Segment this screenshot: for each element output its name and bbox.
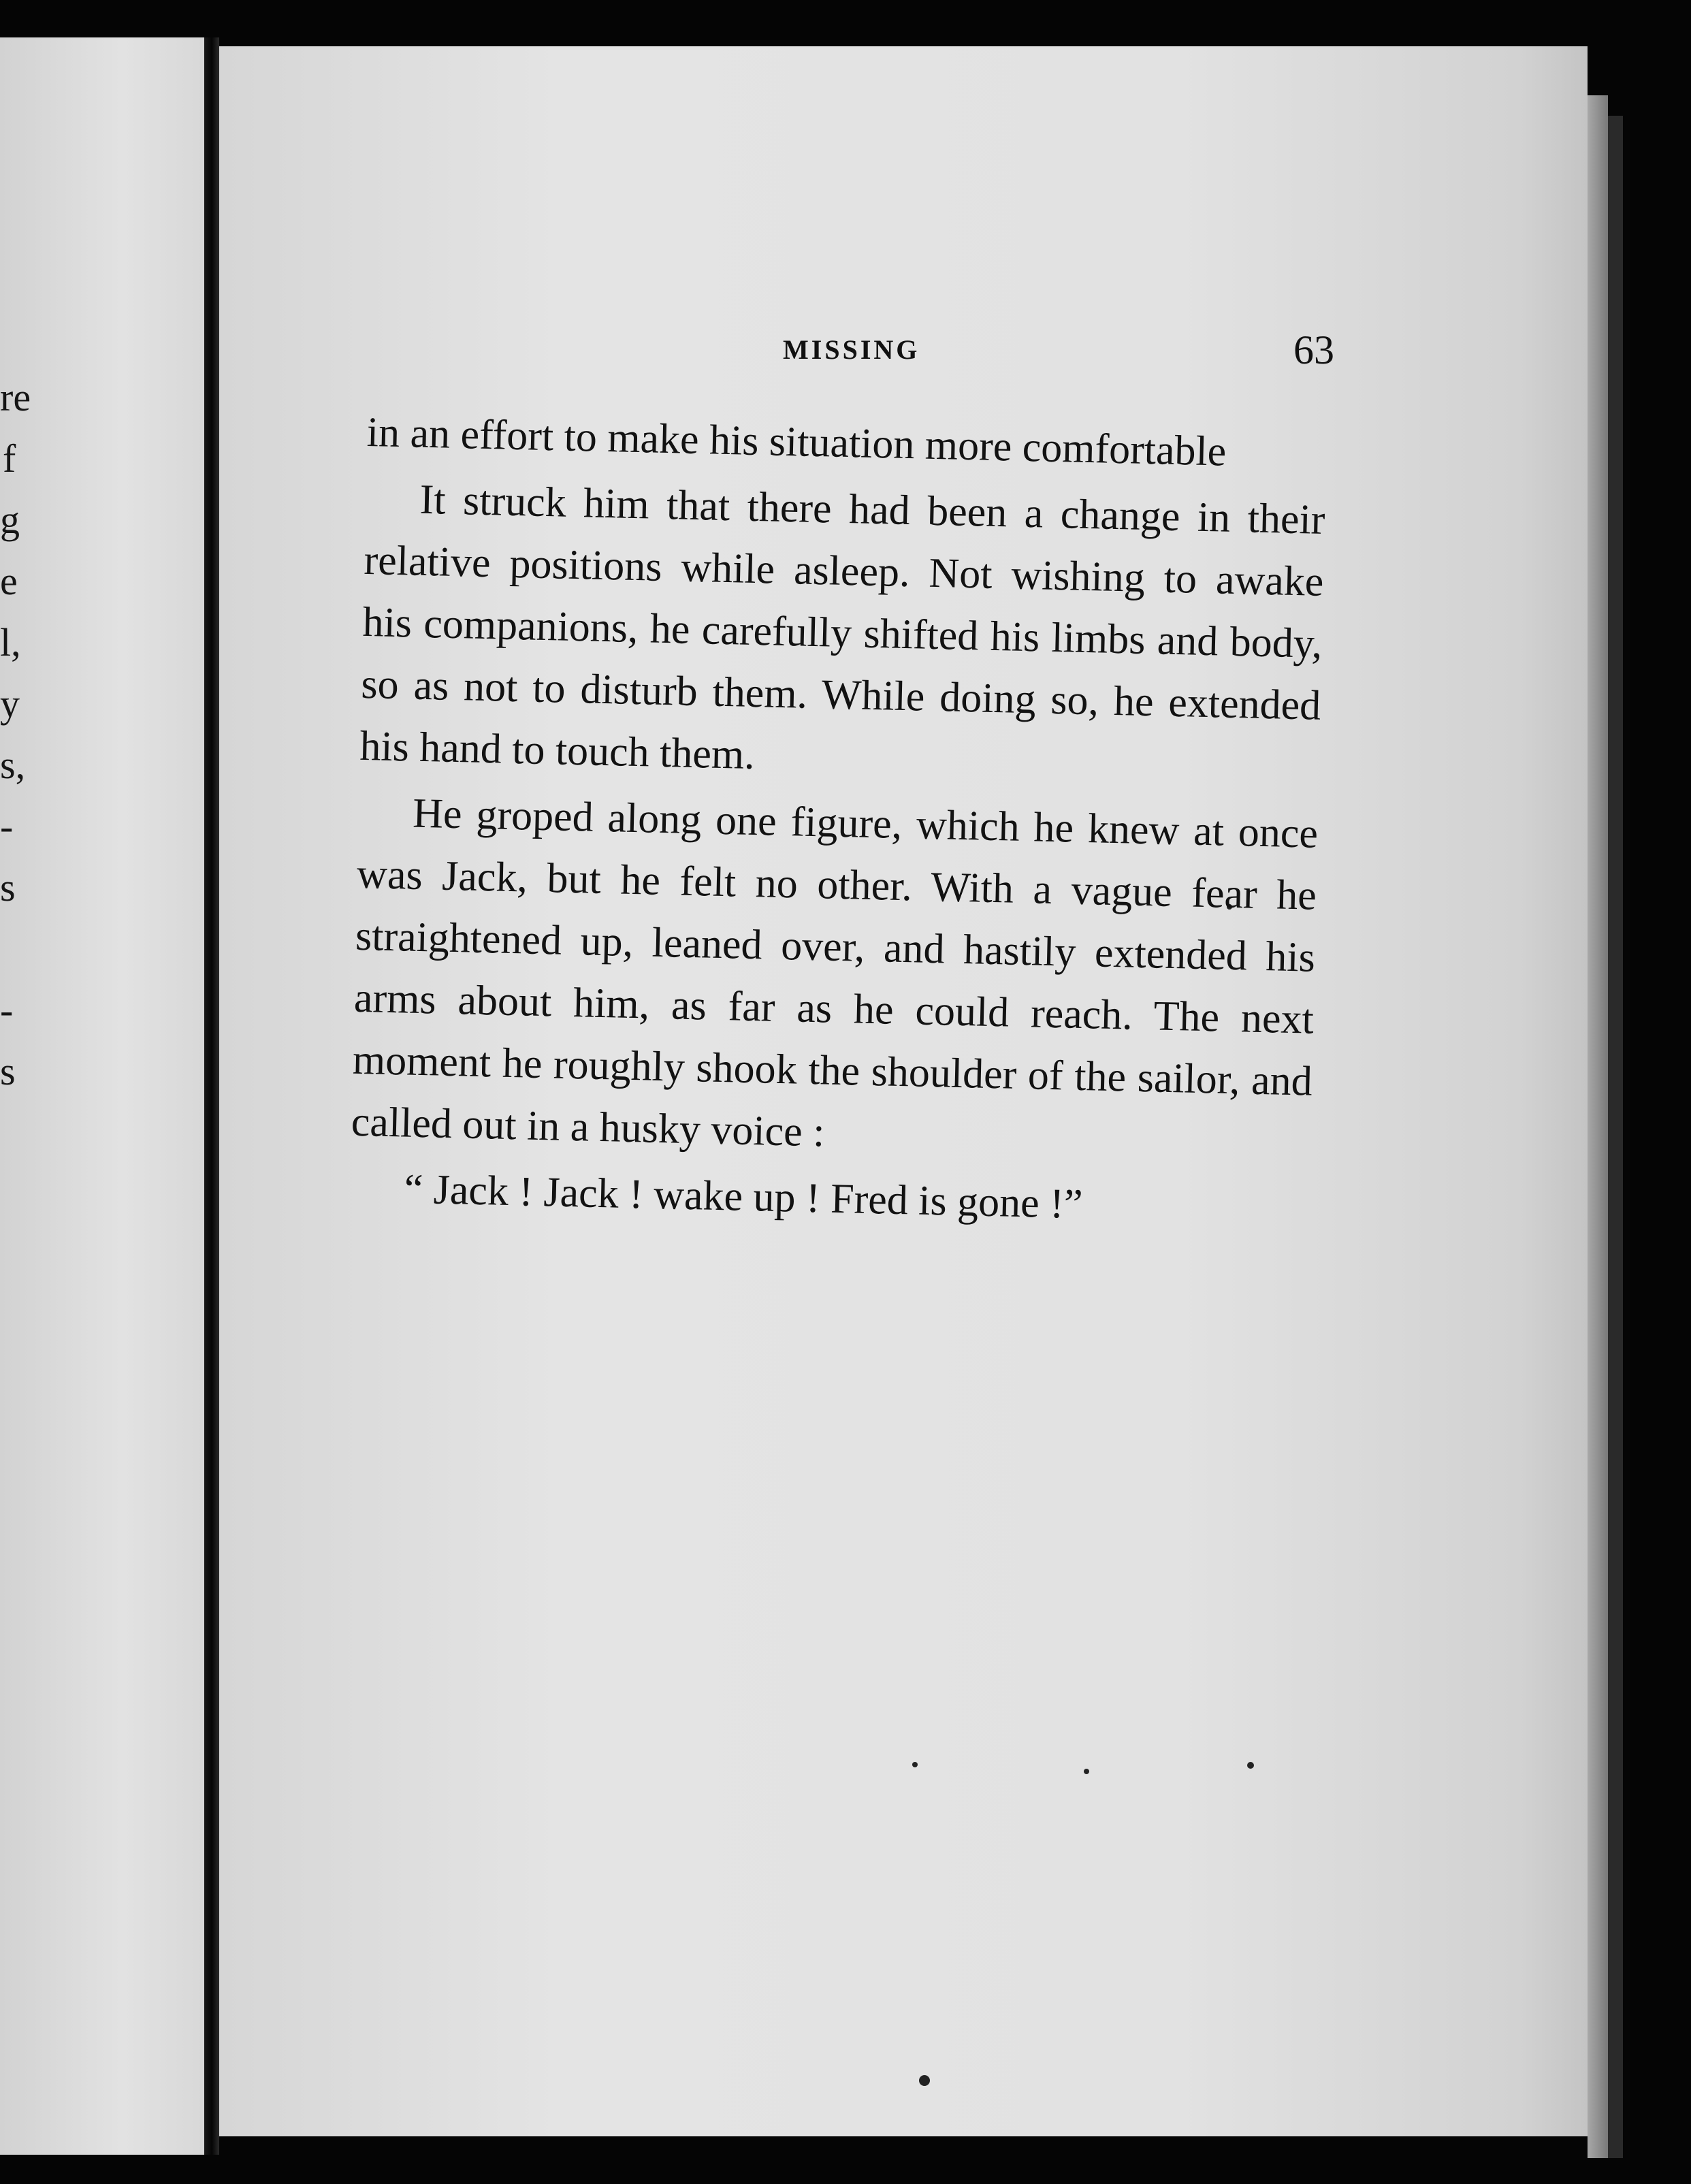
- left-page-fragment: e: [0, 559, 18, 603]
- page-stack-edge: [1588, 95, 1608, 2158]
- running-title: MISSING: [783, 334, 920, 365]
- book-gutter: [204, 37, 219, 2155]
- paragraph: It struck him that there had been a change in their relative positions while asleep. Not wishing to awake his companions, he carefully shifted his limbs and body, so as not to disturb them. While doing so, he extended his hand to touch them.: [359, 476, 1326, 779]
- paper-speck: [1084, 1769, 1089, 1774]
- page-header: [368, 327, 1334, 381]
- paper-speck: [912, 1762, 918, 1767]
- left-page-fragment: l,: [0, 620, 21, 664]
- paragraph: He groped along one figure, which he knew at once was Jack, but he felt no other. With a vague fear he straightened up, leaned over, and hastily extended his arms about him, as far as he could reach. The next moment he roughly shook the shoulder of the sailor, and called out in a husky voice :: [351, 790, 1319, 1156]
- left-page-fragment: g: [0, 498, 20, 542]
- left-page-fragment: f: [3, 436, 16, 481]
- left-page-fragment: re: [0, 375, 31, 419]
- left-page-fragment: y: [0, 681, 20, 726]
- page-body: [349, 402, 1327, 1245]
- facing-page-edge: [0, 37, 204, 2155]
- left-page-fragment: s: [0, 1049, 16, 1093]
- paper-speck: [919, 2075, 930, 2086]
- page-stack-edge-dark: [1608, 116, 1623, 2158]
- paragraph-dialogue: “ Jack ! Jack ! wake up ! Fred is gone !”: [404, 1166, 1084, 1228]
- left-page-fragment: s,: [0, 743, 26, 787]
- page-number: 63: [1293, 327, 1334, 372]
- left-page-fragment: -: [0, 804, 14, 848]
- left-page-fragment: -: [0, 988, 14, 1032]
- paragraph: in an effort to make his situation more comfortable: [366, 408, 1227, 475]
- paper-speck: [1247, 1762, 1254, 1769]
- left-page-fragment: s: [0, 865, 16, 910]
